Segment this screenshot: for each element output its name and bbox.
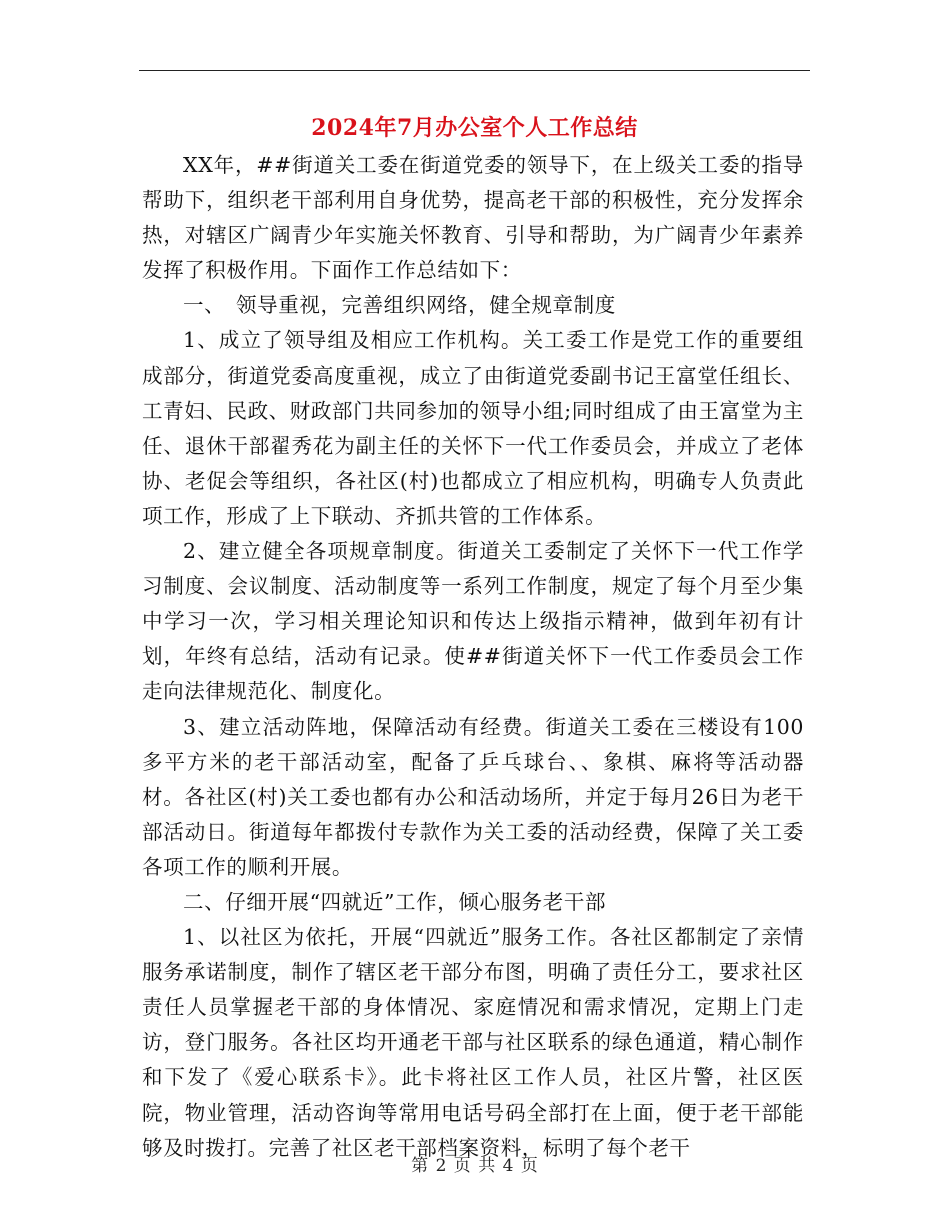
section-heading-1: 一、 领导重视，完善组织网络，健全规章制度 (183, 293, 616, 318)
paragraph-1-2: 2、建立健全各项规章制度。街道关工委制定了关怀下一代工作学习制度、会议制度、活动制度等一系列工作制度，规定了每个月至少集中学习一次，学习相关理论知识和传达上级指示精神，做到年初有计划，年终有总结，活动有记录。使##街道关怀下一代工作委员会工作走向法律规范化、制度化。 (142, 539, 804, 704)
section-heading-2: 二、仔细开展“四就近”工作，倾心服务老干部 (183, 889, 607, 914)
document-body (142, 148, 804, 1166)
paragraph-2-1: 1、以社区为依托，开展“四就近”服务工作。各社区都制定了亲情服务承诺制度，制作了辖区老干部分布图，明确了责任分工，要求社区责任人员掌握老干部的身体情况、家庭情况和需求情况，定期上门走访，登门服务。各社区均开通老干部与社区联系的绿色通道，精心制作和下发了《爱心联系卡》。此卡将社区工作人员，社区片警，社区医院，物业管理，活动咨询等常用电话号码全部打在上面，便于老干部能够及时拨打。完善了社区老干部档案资料，标明了每个老干 (142, 925, 804, 1160)
paragraph-1-1: 1、成立了领导组及相应工作机构。关工委工作是党工作的重要组成部分，街道党委高度重视，成立了由街道党委副书记王富堂任组长、工青妇、民政、财政部门共同参加的领导小组;同时组成了由王富堂为主任、退休干部翟秀花为副主任的关怀下一代工作委员会，并成立了老体协、老促会等组织，各社区(村)也都成立了相应机构，明确专人负责此项工作，形成了上下联动、齐抓共管的工作体系。 (142, 328, 804, 528)
paragraph-intro: XX年，##街道关工委在街道党委的领导下，在上级关工委的指导帮助下，组织老干部利用自身优势，提高老干部的积极性，充分发挥余热，对辖区广阔青少年实施关怀教育、引导和帮助，为广阔青少年素养发挥了积极作用。下面作工作总结如下： (142, 153, 804, 283)
paragraph-1-3: 3、建立活动阵地，保障活动有经费。街道关工委在三楼设有100多平方米的老干部活动室，配备了乒乓球台、、象棋、麻将等活动器材。各社区(村)关工委也都有办公和活动场所，并定于每月26日为老干部活动日。街道每年都拨付专款作为关工委的活动经费，保障了关工委各项工作的顺利开展。 (142, 714, 804, 879)
document-title: 2024年7月办公室个人工作总结 (311, 115, 638, 141)
page-number: 第 2 页 共 4 页 (411, 1156, 539, 1176)
header-rule (139, 70, 810, 71)
